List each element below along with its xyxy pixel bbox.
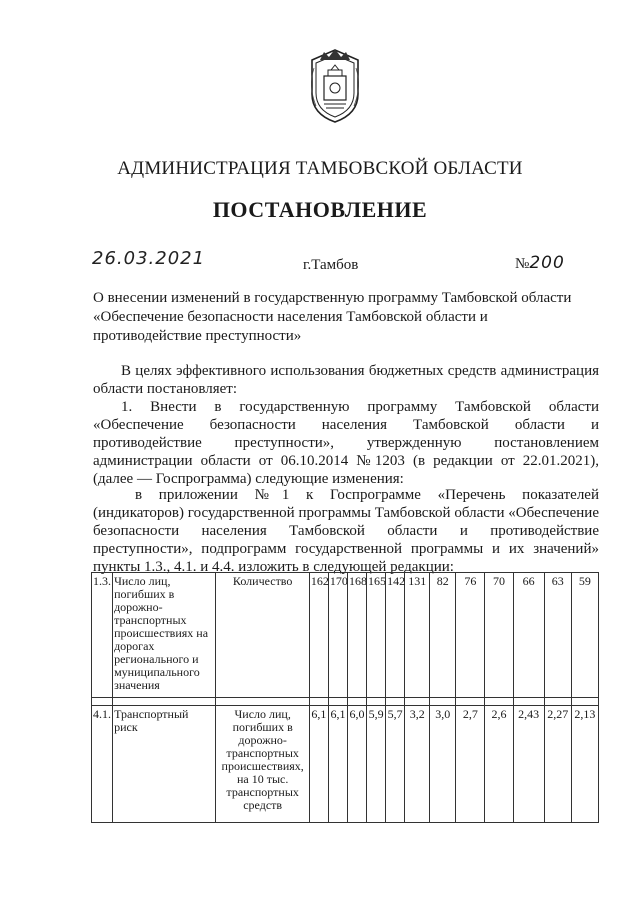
value-cell: 2,13 bbox=[571, 706, 598, 823]
value-cell: 63 bbox=[544, 573, 571, 698]
number-value: 200 bbox=[529, 253, 565, 273]
document-date: 26.03.2021 bbox=[92, 248, 206, 269]
value-cell: 66 bbox=[513, 573, 544, 698]
body-paragraph-3: в приложении №1 к Госпрограмме «Перечень показателей (индикаторов) государственной программы Тамбовской области «Обеспечение безопасности населения Тамбовской области и противодействие преступности», подпрограмм государственной программы и их значений» пункты 1.3., 4.1. и 4.4. изложить в следующей редакции: bbox=[93, 487, 599, 575]
value-cell: 168 bbox=[347, 573, 366, 698]
value-cell: 2,43 bbox=[513, 706, 544, 823]
value-cell: 170 bbox=[328, 573, 347, 698]
value-cell: 131 bbox=[405, 573, 430, 698]
value-cell: 165 bbox=[367, 573, 386, 698]
document-number bbox=[515, 253, 565, 273]
value-cell: 59 bbox=[571, 573, 598, 698]
value-cell: 70 bbox=[485, 573, 513, 698]
value-cell: 82 bbox=[430, 573, 456, 698]
value-cell: 76 bbox=[456, 573, 485, 698]
document-type-title: ПОСТАНОВЛЕНИЕ bbox=[212, 197, 428, 222]
value-cell: 5,9 bbox=[367, 706, 386, 823]
indicators-table bbox=[91, 572, 599, 823]
body-paragraph-1: В целях эффективного использования бюджетных средств администрация области постановляет: bbox=[93, 363, 599, 397]
indicator-unit: Количество bbox=[216, 573, 309, 698]
body-paragraph-2: 1. Внести в государственную программу Тамбовской области «Обеспечение безопасности населения Тамбовской области и противодействие преступности», утвержденную постановлением администрации области от 06.10.2014 №1203 (в редакции от 22.01.2021), (далее — Госпрограмма) следующие изменения: bbox=[93, 399, 599, 487]
row-number: 4.1. bbox=[92, 706, 113, 823]
value-cell: 6,1 bbox=[309, 706, 328, 823]
value-cell: 162 bbox=[309, 573, 328, 698]
coat-of-arms-icon bbox=[304, 46, 366, 126]
indicator-unit: Число лиц, погибших в дорожно-транспортных происшествиях, на 10 тыс. транспортных средств bbox=[216, 706, 309, 823]
table-row bbox=[92, 706, 599, 823]
indicator-name: Транспортный риск bbox=[113, 706, 216, 823]
number-label: № bbox=[515, 256, 530, 272]
table-row bbox=[92, 573, 599, 698]
value-cell: 142 bbox=[386, 573, 405, 698]
value-cell: 6,0 bbox=[347, 706, 366, 823]
table-row-gap bbox=[92, 698, 599, 706]
indicator-name: Число лиц, погибших в дорожно-транспортных происшествиях на дорогах регионального и муниципального значения bbox=[113, 573, 216, 698]
document-city: г.Тамбов bbox=[303, 257, 359, 273]
value-cell: 5,7 bbox=[386, 706, 405, 823]
value-cell: 3,0 bbox=[430, 706, 456, 823]
document-subject: О внесении изменений в государственную программу Тамбовской области «Обеспечение безопасности населения Тамбовской области и противодействие преступности» bbox=[93, 290, 572, 344]
value-cell: 3,2 bbox=[405, 706, 430, 823]
organization-title: АДМИНИСТРАЦИЯ ТАМБОВСКОЙ ОБЛАСТИ bbox=[117, 158, 523, 179]
value-cell: 2,6 bbox=[485, 706, 513, 823]
value-cell: 6,1 bbox=[328, 706, 347, 823]
value-cell: 2,7 bbox=[456, 706, 485, 823]
value-cell: 2,27 bbox=[544, 706, 571, 823]
row-number: 1.3. bbox=[92, 573, 113, 698]
